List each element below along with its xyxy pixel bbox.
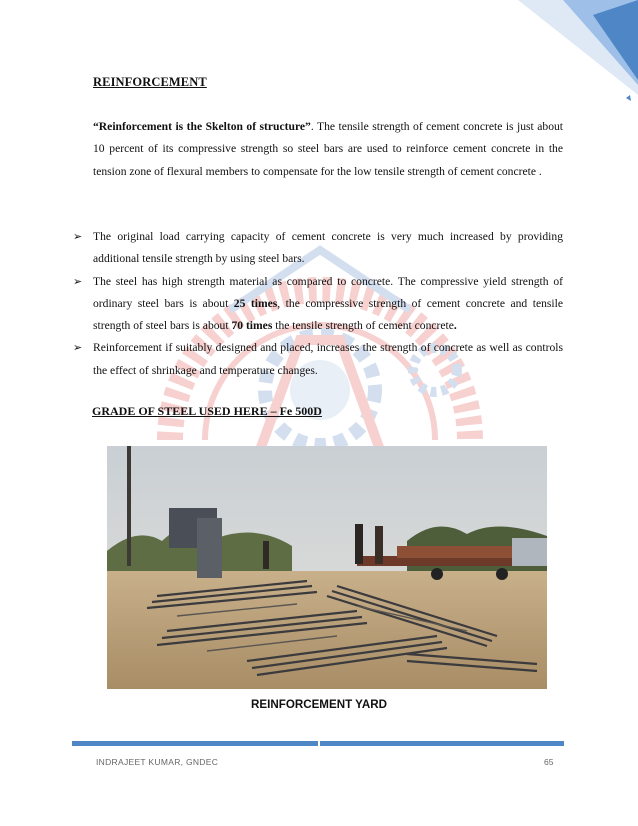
footer-divider bbox=[72, 741, 564, 746]
corner-decoration bbox=[508, 0, 638, 110]
page-number: 65 bbox=[544, 757, 554, 767]
bullet-list bbox=[73, 226, 563, 382]
photo-caption: REINFORCEMENT YARD bbox=[251, 698, 387, 711]
bullet-text: Reinforcement if suitably designed and placed, increases the strength of concrete as well as controls the effect of shrinkage and temperature changes. bbox=[93, 341, 563, 377]
bullet-text: The original load carrying capacity of cement concrete is very much increased by providing additional tensile strength by using steel bars. bbox=[93, 230, 563, 266]
bullet-text: The steel has high strength material as compared to concrete. The compressive yield strength of ordinary steel bars is about bbox=[93, 274, 563, 310]
arrow-bullet-icon: ➢ bbox=[73, 231, 83, 243]
footer-author: INDRAJEET KUMAR, GNDEC bbox=[96, 757, 219, 767]
bold-value: 70 times bbox=[231, 319, 273, 333]
steel-grade-heading: GRADE OF STEEL USED HERE – Fe 500D bbox=[92, 404, 322, 418]
bullet-item bbox=[73, 337, 563, 382]
bullet-text: the tensile strength of cement concrete bbox=[272, 319, 454, 333]
arrow-bullet-icon: ➢ bbox=[73, 275, 83, 288]
bullet-item bbox=[73, 226, 563, 271]
bold-period: . bbox=[453, 319, 457, 333]
bold-value: 25 times bbox=[233, 296, 278, 310]
arrow-bullet-icon: ➢ bbox=[73, 342, 83, 355]
section-heading: REINFORCEMENT bbox=[93, 75, 207, 89]
intro-paragraph bbox=[93, 116, 563, 183]
reinforcement-yard-photo bbox=[107, 446, 547, 689]
bullet-item bbox=[73, 271, 563, 338]
intro-text: . The tensile strength of cement concrete is just about 10 percent of its compressive strength so steel bars are used to reinforce cement concrete in the tension zone of flexural members to compensate for the low tensile strength of cement concrete . bbox=[93, 120, 564, 178]
intro-quote: “Reinforcement is the Skelton of structure” bbox=[93, 120, 311, 133]
bullet-text: , the compressive strength of cement concrete and tensile strength of steel bars is about bbox=[93, 296, 563, 333]
